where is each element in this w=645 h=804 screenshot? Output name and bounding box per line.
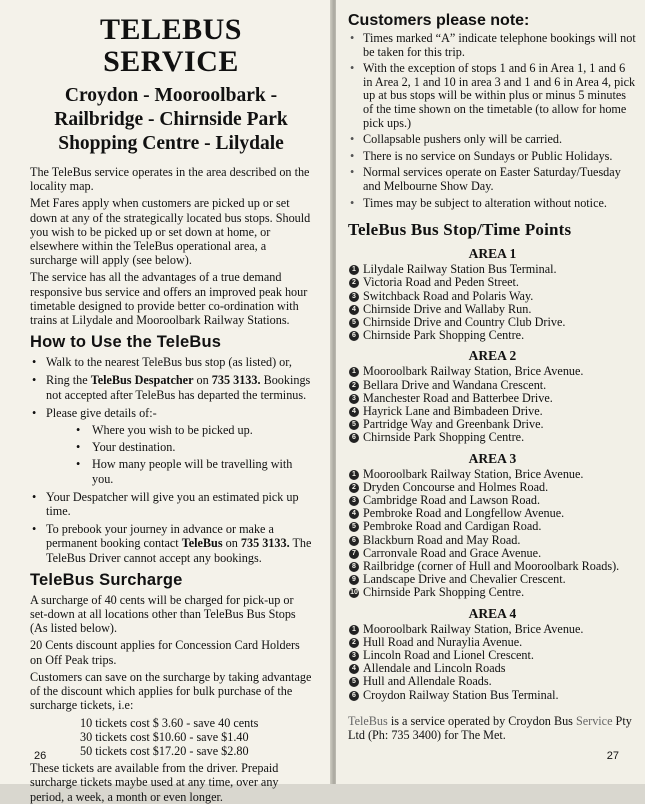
stop-name: Mooroolbark Railway Station, Brice Avenue. — [363, 621, 584, 636]
operator-note-text: is a service operated by Croydon Bus — [387, 713, 576, 728]
bullet-icon: • — [32, 489, 37, 504]
list-item — [30, 457, 312, 485]
stop-list — [348, 263, 637, 342]
list-item — [348, 32, 637, 59]
stops-heading: TeleBus Bus Stop/Time Points — [348, 220, 572, 240]
bullet-icon: • — [350, 195, 355, 210]
bullet-icon: • — [350, 132, 355, 147]
stop-name: Lincoln Road and Lionel Crescent. — [363, 648, 534, 662]
stop-name: Chirnside Drive and Wallaby Run. — [363, 301, 532, 316]
bullet-icon: • — [76, 457, 81, 472]
stop-number-icon: 6 — [349, 331, 359, 341]
subtitle-line: Shopping Centre - Lilydale — [58, 133, 284, 154]
stop-number-icon: 1 — [349, 470, 359, 480]
stop-number-icon: 10 — [350, 589, 358, 597]
list-item-text: on — [222, 536, 241, 551]
list-item-text: Your Despatcher will give you an estimated pick up time. — [46, 489, 299, 519]
stop-number-icon: 2 — [349, 483, 359, 493]
bullet-icon: • — [76, 423, 81, 438]
intro-paragraph: Met Fares apply when customers are picked up or set down at any of the strategically located bus stops. Should you wish to be picked up or set down at home, or elsewhere within the TeleBus operational area, a surcharge will apply (see below). — [30, 196, 311, 268]
stop-number-icon: 1 — [349, 265, 359, 275]
stop-number-icon: 7 — [349, 549, 359, 559]
surcharge-paragraph: 20 Cents discount applies for Concession Card Holders on Off Peak trips. — [30, 638, 300, 667]
bullet-icon: • — [32, 405, 37, 420]
route-subtitle — [30, 84, 312, 156]
details-sublist — [30, 423, 312, 486]
stop-name: Chirnside Drive and Country Club Drive. — [363, 314, 566, 329]
list-item-text: Your destination. — [92, 440, 176, 455]
list-item — [30, 490, 312, 518]
list-item-text: Collapsable pushers only will be carried. — [363, 132, 563, 147]
stop-name: Hull Road and Nuraylia Avenue. — [363, 634, 523, 649]
area-heading: AREA 4 — [468, 605, 517, 621]
stop-name: Landscape Drive and Chevalier Crescent. — [363, 572, 566, 587]
list-item-text: Times may be subject to alteration without notice. — [363, 195, 607, 210]
stop-name: Lilydale Railway Station Bus Terminal. — [363, 262, 557, 277]
list-item — [30, 406, 312, 486]
despatcher-label: TeleBus Despatcher — [90, 373, 194, 388]
list-item — [30, 423, 312, 437]
notes-list — [348, 32, 637, 210]
area-heading: AREA 1 — [468, 246, 517, 262]
ticket-price-line: 10 tickets cost $ 3.60 - save 40 cents — [80, 715, 259, 730]
bullet-icon: • — [32, 355, 37, 370]
list-item-text: With the exception of stops 1 and 6 in Area 1, 1 and 6 in Area 2, 1 and 10 in area 3 and 1 and 6 in Area 4, pick up at bus stops will be within plus or minus 5 minutes of the time shown on the timetable (to allow for home pick ups.) — [363, 61, 636, 130]
bullet-icon: • — [350, 148, 355, 163]
list-item — [348, 62, 637, 130]
list-item-text: Ring the — [46, 373, 91, 388]
list-item-text: The TeleBus Driver cannot accept any bookings. — [46, 536, 312, 565]
stop-number-icon: 8 — [349, 562, 359, 572]
operator-note — [348, 714, 637, 742]
stop-number-icon: 2 — [349, 278, 359, 288]
stop-name: Cambridge Road and Lawson Road. — [363, 492, 541, 507]
surcharge-paragraph: Customers can save on the surcharge by taking advantage of the discount which applies for bulk purchase of the surcharge tickets, i.e: — [30, 669, 312, 713]
stop-list — [348, 365, 637, 444]
stop-number-icon: 5 — [349, 318, 359, 328]
list-item-text: To prebook your journey in advance or make a permanent booking contact — [46, 522, 274, 551]
list-item-text: There is no service on Sundays or Public Holidays. — [363, 148, 613, 163]
stop-name: Partridge Way and Greenbank Drive. — [363, 417, 544, 432]
stop-item — [348, 329, 637, 342]
stop-number-icon: 1 — [349, 367, 359, 377]
operator-note-text: Service — [575, 713, 613, 728]
surcharge-paragraph: A surcharge of 40 cents will be charged for pick-up or set-down at all locations other than TeleBus Bus Stops (As listed below). — [30, 592, 296, 636]
stop-item — [348, 431, 637, 444]
list-item-text: Walk to the nearest TeleBus bus stop (as listed) or, — [46, 355, 292, 370]
area-heading: AREA 2 — [468, 348, 517, 364]
stop-item — [348, 586, 637, 599]
stop-number-icon: 5 — [349, 677, 359, 687]
stop-name: Allendale and Lincoln Roads — [363, 661, 506, 676]
phone-number: 735 3133. — [240, 536, 290, 551]
list-item-text: Bookings not accepted after TeleBus has departed the terminus. — [46, 373, 311, 402]
subtitle-line: Croydon - Mooroolbark - — [64, 85, 278, 106]
ticket-price-line: 50 tickets cost $17.20 - save $2.80 — [80, 743, 249, 758]
stop-number-icon: 3 — [349, 651, 359, 661]
stop-number-icon: 2 — [349, 638, 359, 648]
stop-name: Chirnside Park Shopping Centre. — [363, 430, 525, 445]
subtitle-line: Railbridge - Chirnside Park — [54, 109, 288, 130]
bullet-icon: • — [350, 61, 355, 76]
bullet-icon: • — [32, 373, 37, 388]
stop-name: Railbridge (corner of Hull and Mooroolbark Roads). — [363, 558, 620, 573]
list-item — [30, 355, 312, 369]
list-item — [348, 150, 637, 164]
list-item-text: Normal services operate on Easter Saturday/Tuesday and Melbourne Show Day. — [363, 165, 621, 193]
operator-note-text: TeleBus — [348, 713, 388, 728]
area-heading: AREA 3 — [468, 450, 517, 466]
list-item — [348, 197, 637, 211]
howto-list — [30, 355, 312, 565]
stop-number-icon: 5 — [349, 420, 359, 430]
list-item-text: on — [193, 373, 212, 388]
stop-number-icon: 4 — [349, 509, 359, 519]
stop-name: Chirnside Park Shopping Centre. — [363, 585, 525, 600]
stop-name: Pembroke Road and Longfellow Avenue. — [363, 506, 565, 521]
bullet-icon: • — [350, 31, 355, 45]
stop-name: Hayrick Lane and Bimbadeen Drive. — [363, 403, 543, 418]
stop-number-icon: 6 — [349, 691, 359, 701]
stop-number-icon: 1 — [349, 625, 359, 635]
stop-name: Hull and Allendale Roads. — [363, 674, 492, 689]
page-number: 27 — [606, 750, 619, 762]
operator-note-text: Pty Ltd (Ph: 735 3400) for The Met. — [348, 713, 632, 743]
stop-name: Victoria Road and Peden Street. — [363, 275, 519, 290]
list-item — [348, 166, 637, 193]
phone-number: 735 3133. — [211, 373, 261, 388]
stop-name: Carronvale Road and Grace Avenue. — [363, 545, 542, 560]
surcharge-paragraph: These tickets are available from the driver. Prepaid surcharge tickets maybe used at any time, over any period, a week, a month or even longer. — [30, 761, 279, 804]
list-item — [30, 440, 312, 454]
stop-list — [348, 623, 637, 702]
stop-name: Switchback Road and Polaris Way. — [363, 288, 534, 303]
stop-number-icon: 3 — [349, 394, 359, 404]
bullet-icon: • — [350, 165, 355, 180]
list-item-text: Please give details of:- — [46, 405, 157, 420]
telebus-label: TeleBus — [181, 536, 223, 551]
surcharge-heading: TeleBus Surcharge — [30, 570, 183, 589]
right-page — [336, 0, 645, 784]
list-item — [348, 133, 637, 147]
page-title: TELEBUS SERVICE — [100, 13, 242, 78]
stop-name: Pembroke Road and Cardigan Road. — [363, 519, 542, 534]
bullet-icon: • — [32, 522, 37, 537]
intro-paragraph: The TeleBus service operates in the area described on the locality map. — [30, 165, 310, 194]
stop-name: Bellara Drive and Wandana Crescent. — [363, 377, 547, 392]
stop-number-icon: 4 — [349, 407, 359, 417]
stop-item — [348, 689, 637, 702]
list-item-text: Where you wish to be picked up. — [92, 423, 253, 438]
page-number: 26 — [34, 750, 47, 762]
list-item — [30, 373, 312, 401]
stop-number-icon: 6 — [349, 536, 359, 546]
stop-number-icon: 3 — [349, 292, 359, 302]
howto-heading: How to Use the TeleBus — [30, 333, 222, 352]
stop-number-icon: 3 — [349, 496, 359, 506]
stop-name: Croydon Railway Station Bus Terminal. — [363, 687, 559, 702]
areas-container — [348, 246, 637, 702]
stop-number-icon: 4 — [349, 664, 359, 674]
stop-number-icon: 6 — [349, 433, 359, 443]
stop-number-icon: 5 — [349, 522, 359, 532]
intro-paragraph: The service has all the advantages of a true demand responsive bus service and offers an improved peak hour timetable designed to provide better co-ordination with trains at Lilydale and Mooroolbark Railway Stations. — [30, 270, 308, 328]
list-item-text: How many people will be travelling with you. — [92, 457, 293, 486]
stop-name: Chirnside Park Shopping Centre. — [363, 328, 525, 343]
notes-heading: Customers please note: — [348, 12, 530, 29]
stop-name: Mooroolbark Railway Station, Brice Avenue. — [363, 364, 584, 379]
stop-name: Manchester Road and Batterbee Drive. — [363, 390, 553, 405]
ticket-prices — [30, 716, 312, 759]
bullet-icon: • — [76, 440, 81, 455]
stop-name: Dryden Concourse and Holmes Road. — [363, 479, 549, 494]
stop-number-icon: 9 — [349, 575, 359, 585]
list-item — [30, 522, 312, 565]
list-item-text: Times marked “A” indicate telephone bookings will not be taken for this trip. — [363, 31, 636, 59]
stop-number-icon: 4 — [349, 305, 359, 315]
stop-list — [348, 468, 637, 600]
stop-name: Blackburn Road and May Road. — [363, 532, 521, 547]
stop-name: Mooroolbark Railway Station, Brice Avenue. — [363, 466, 584, 481]
stop-number-icon: 2 — [349, 381, 359, 391]
ticket-price-line: 30 tickets cost $10.60 - save $1.40 — [80, 729, 249, 744]
